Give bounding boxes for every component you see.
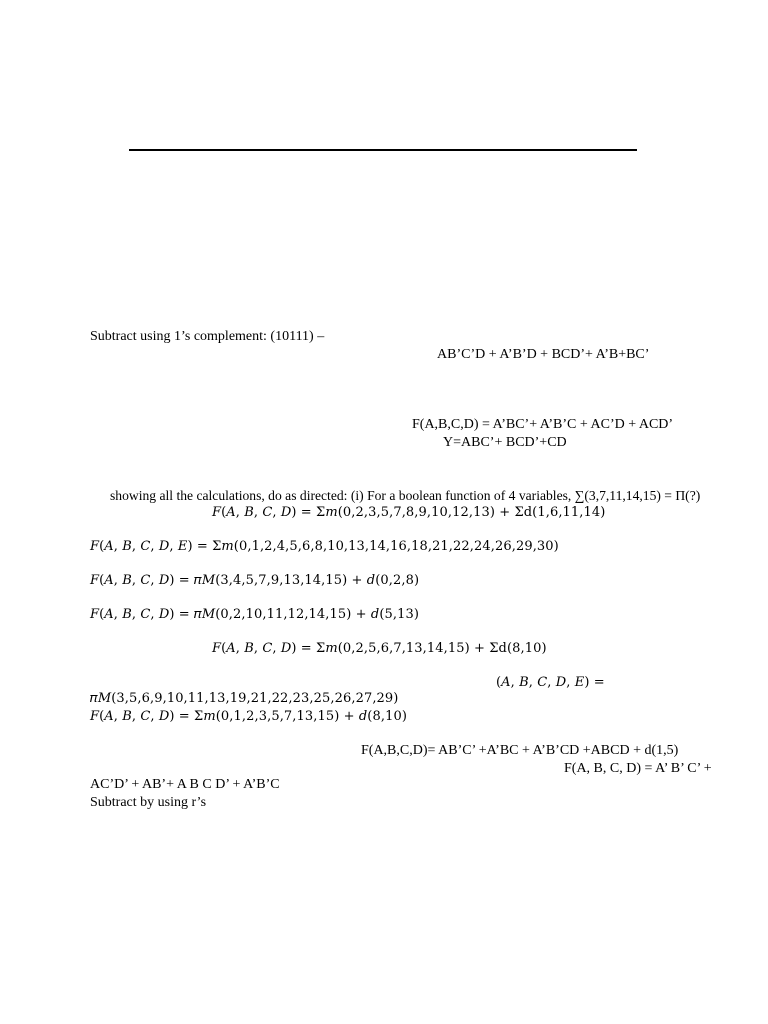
math-line-7: 𝐹(𝐴, 𝐵, 𝐶, 𝐷) = Σ𝑚(0,1,2,3,5,7,13,15) + 𝑑(8,10) [90,709,407,724]
math-line-5: 𝐹(𝐴, 𝐵, 𝐶, 𝐷) = Σ𝑚(0,2,5,6,7,13,14,15) + Σd(8,10) [212,641,547,656]
text-line-subtract-rs: Subtract by using r’s [90,795,207,810]
math-line-4: 𝐹(𝐴, 𝐵, 𝐶, 𝐷) = 𝜋𝑀(0,2,10,11,12,14,15) + 𝑑(5,13) [90,607,420,622]
text-line-function-1: F(A,B,C,D) = A’BC’+ A’B’C + AC’D + ACD’ [412,417,674,432]
text-line-function-3a: F(A, B, C, D) = A’ B’ C’ + [564,761,712,776]
text-line-function-2: F(A,B,C,D)= AB’C’ +A’BC + A’B’CD +ABCD + d(1,5) [361,743,679,758]
math-line-6a: (𝐴, 𝐵, 𝐶, 𝐷, 𝐸) = [496,675,605,690]
math-line-3: 𝐹(𝐴, 𝐵, 𝐶, 𝐷) = 𝜋𝑀(3,4,5,7,9,13,14,15) + 𝑑(0,2,8) [90,573,420,588]
math-line-1: 𝐹(𝐴, 𝐵, 𝐶, 𝐷) = Σ𝑚(0,2,3,5,7,8,9,10,12,13) + Σd(1,6,11,14) [212,505,606,520]
math-line-2: 𝐹(𝐴, 𝐵, 𝐶, 𝐷, 𝐸) = Σ𝑚(0,1,2,4,5,6,8,10,13,14,16,18,21,22,24,26,29,30) [90,539,559,554]
text-line-expression-1: AB’C’D + A’B’D + BCD’+ A’B+BC’ [437,347,650,362]
text-line-function-3b: AC’D’ + AB’+ A B C D’ + A’B’C [90,777,280,792]
text-line-subtract-1s: Subtract using 1’s complement: (10111) – [90,329,325,344]
text-line-instructions: showing all the calculations, do as directed: (i) For a boolean function of 4 variables, ∑(3,7,11,14,15) = Π(?) [110,488,701,503]
text-line-function-y: Y=ABC’+ BCD’+CD [443,435,567,450]
horizontal-rule [129,149,637,151]
math-line-6b: 𝜋𝑀(3,5,6,9,10,11,13,19,21,22,23,25,26,27,29) [90,691,399,706]
